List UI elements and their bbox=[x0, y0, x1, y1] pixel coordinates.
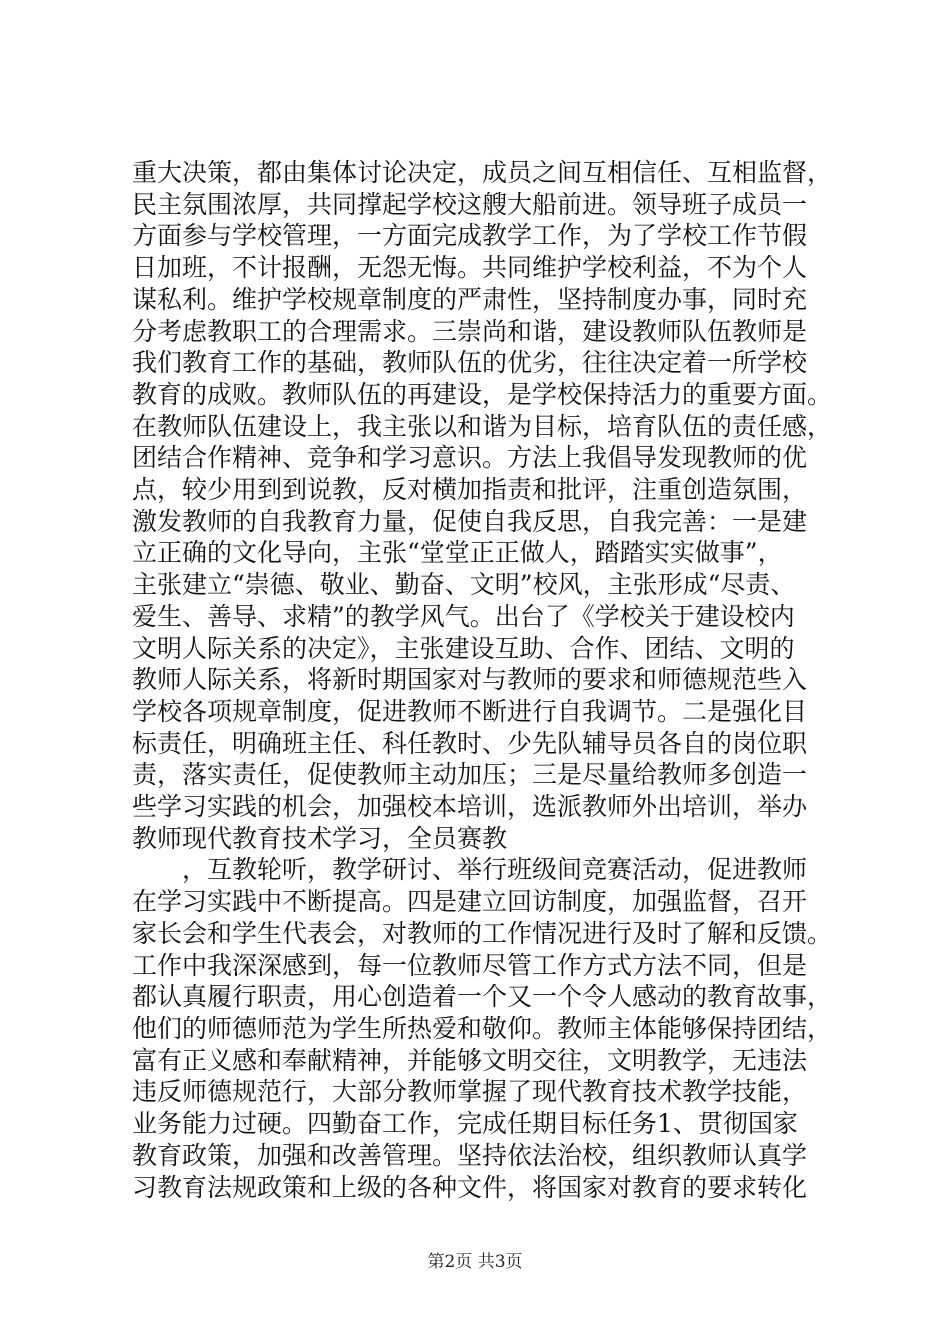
text-line: 些学习实践的机会，加强校本培训，选派教师外出培训，举办 bbox=[132, 792, 808, 822]
text-line: 习教育法规政策和上级的各种文件，将国家对教育的要求转化 bbox=[132, 1172, 808, 1202]
text-line: 点，较少用到到说教，反对横加指责和批评，注重创造氛围， bbox=[132, 475, 808, 505]
text-line: 教育政策，加强和改善管理。坚持依法治校，组织教师认真学 bbox=[132, 1140, 808, 1170]
text-line: 家长会和学生代表会，对教师的工作情况进行及时了解和反馈。 bbox=[132, 918, 833, 948]
text-line: 爱生、善导、求精”的教学风气。出台了《学校关于建设校内 bbox=[132, 601, 795, 631]
text-line: 日加班，不计报酬，无怨无悔。共同维护学校利益，不为个人 bbox=[132, 253, 808, 283]
text-line: 谋私利。维护学校规章制度的严肃性，坚持制度办事，同时充 bbox=[132, 284, 808, 314]
text-line: 他们的师德师范为学生所热爱和敬仰。教师主体能够保持团结， bbox=[132, 1013, 833, 1043]
text-line: 工作中我深深感到，每一位教师尽管工作方式方法不同，但是 bbox=[132, 950, 808, 980]
text-line: 我们教育工作的基础，教师队伍的优劣，往往决定着一所学校 bbox=[132, 348, 808, 378]
text-line: 责，落实责任，促使教师主动加压；三是尽量给教师多创造一 bbox=[132, 760, 808, 790]
text-line: 民主氛围浓厚，共同撑起学校这艘大船前进。领导班子成员一 bbox=[132, 189, 808, 219]
text-line: 主张建立“崇德、敬业、勤奋、文明”校风，主张形成“尽责、 bbox=[132, 570, 796, 600]
text-line: 立正确的文化导向，主张“堂堂正正做人，踏踏实实做事”， bbox=[132, 538, 783, 568]
text-line: 激发教师的自我教育力量，促使自我反思，自我完善：一是建 bbox=[132, 506, 808, 536]
text-line: 都认真履行职责，用心创造着一个又一个令人感动的教育故事， bbox=[132, 982, 833, 1012]
text-line: 教师人际关系，将新时期国家对与教师的要求和师德规范些入 bbox=[132, 665, 808, 695]
body-text bbox=[132, 157, 832, 1203]
text-line: 学校各项规章制度，促进教师不断进行自我调节。二是强化目 bbox=[132, 696, 808, 726]
page-footer bbox=[0, 1247, 950, 1272]
page-number: 第2页 共3页 bbox=[427, 1252, 523, 1272]
text-line: 富有正义感和奉献精神，并能够文明交往，文明教学，无违法 bbox=[132, 1045, 808, 1075]
text-line: 教师现代教育技术学习，全员赛教 bbox=[132, 823, 508, 853]
text-line: 重大决策，都由集体讨论决定，成员之间互相信任、互相监督， bbox=[132, 158, 833, 187]
text-line: 业务能力过硬。四勤奋工作，完成任期目标任务1、贯彻国家 bbox=[132, 1109, 798, 1139]
text-line: 教育的成败。教师队伍的再建设，是学校保持活力的重要方面。 bbox=[132, 379, 833, 409]
text-line: ，互教轮听，教学研讨、举行班级间竞赛活动，促进教师 bbox=[182, 855, 808, 885]
text-line: 违反师德规范行，大部分教师掌握了现代教育技术教学技能， bbox=[132, 1077, 808, 1107]
text-line: 方面参与学校管理，一方面完成教学工作，为了学校工作节假 bbox=[132, 221, 808, 251]
text-line: 标责任，明确班主任、科任教时、少先队辅导员各自的岗位职 bbox=[132, 728, 808, 758]
text-line: 在学习实践中不断提高。四是建立回访制度，加强监督，召开 bbox=[132, 887, 808, 917]
text-line: 在教师队伍建设上，我主张以和谐为目标，培育队伍的责任感， bbox=[132, 411, 833, 441]
text-line: 团结合作精神、竞争和学习意识。方法上我倡导发现教师的优 bbox=[132, 443, 808, 473]
text-line: 文明人际关系的决定》，主张建设互助、合作、团结、文明的 bbox=[132, 633, 795, 663]
text-line: 分考虑教职工的合理需求。三崇尚和谐，建设教师队伍教师是 bbox=[132, 316, 808, 346]
